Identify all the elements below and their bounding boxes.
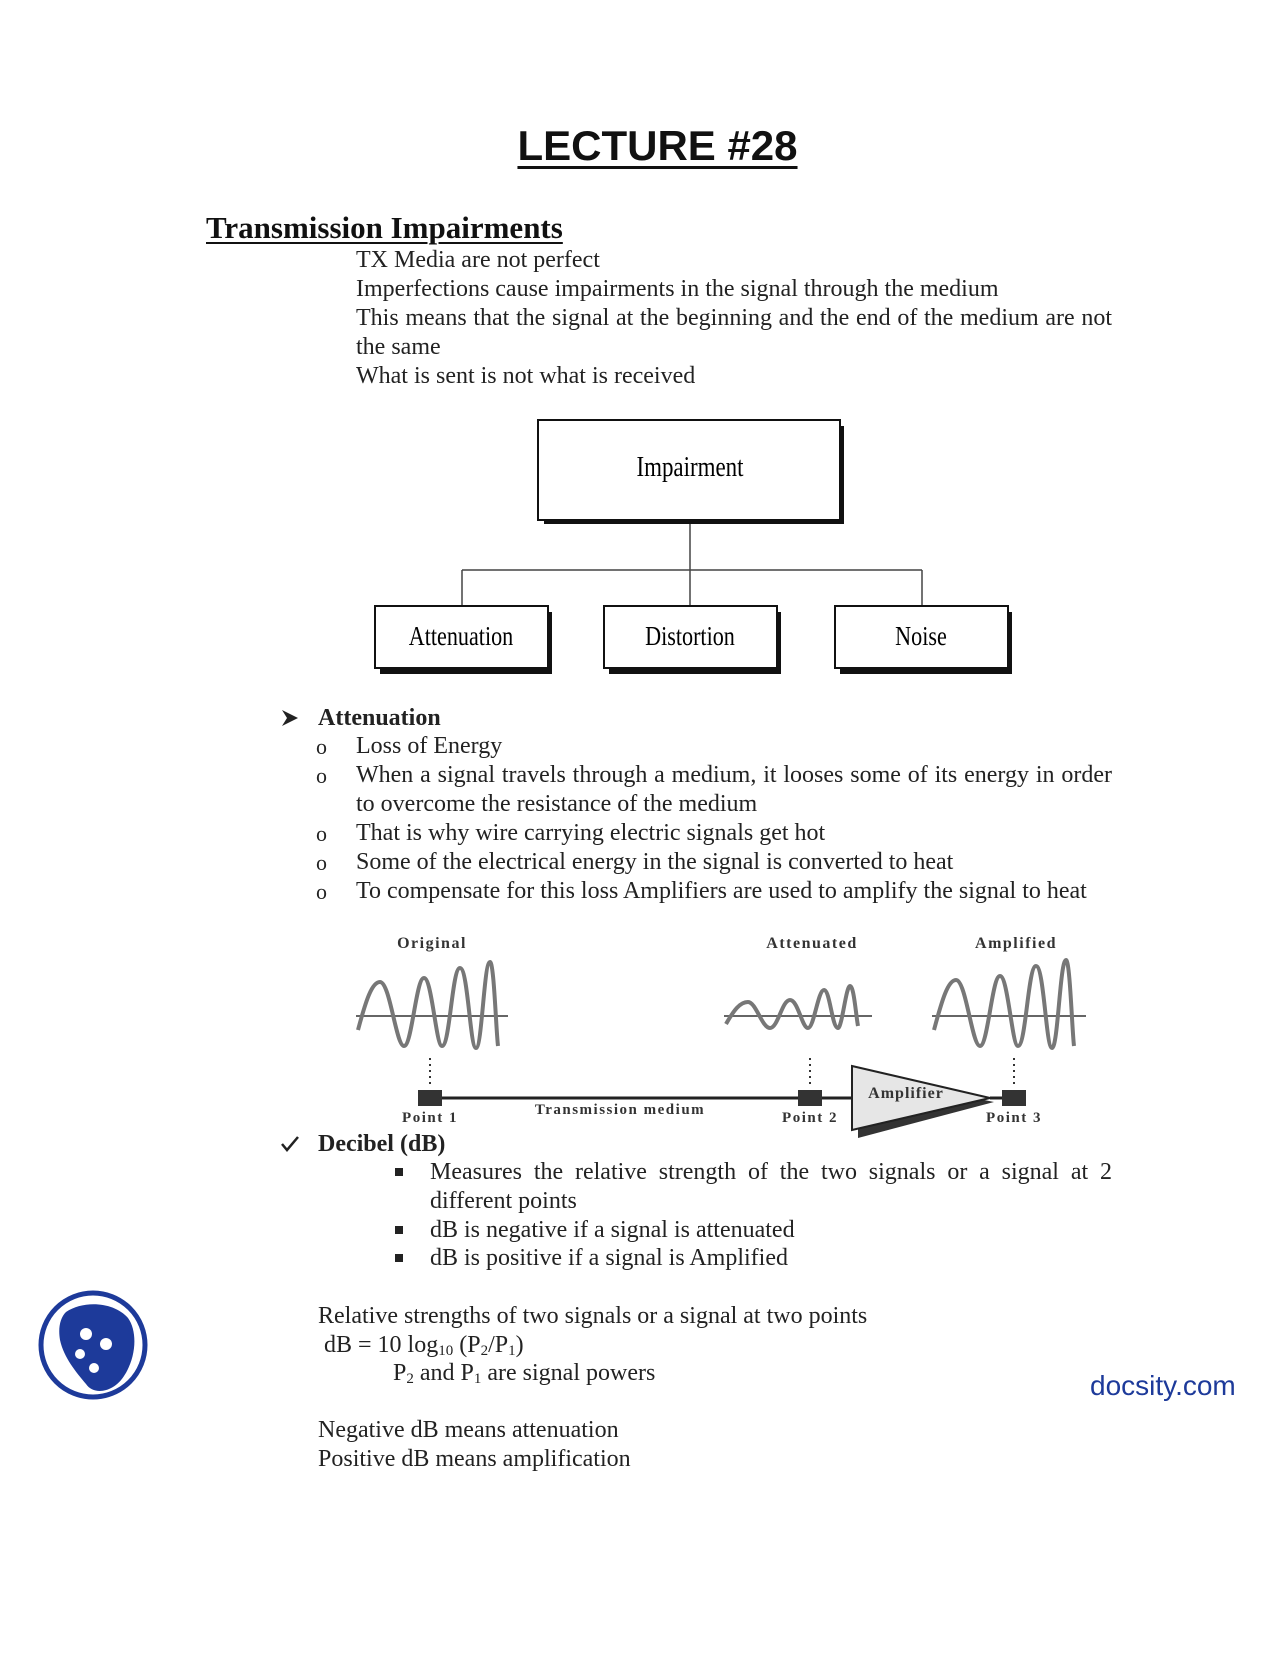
attenuation-item: That is why wire carrying electric signals get hot	[356, 820, 826, 846]
circle-bullet-icon: o	[316, 879, 327, 904]
tree-root-label: Impairment	[636, 450, 744, 483]
tree-child-label: Attenuation	[408, 622, 514, 652]
square-bullet-icon	[395, 1226, 403, 1234]
intro-line: Imperfections cause impairments in the signal through the medium	[356, 276, 999, 302]
circle-bullet-icon: o	[316, 734, 327, 759]
formula-subscript: 2	[406, 1371, 414, 1387]
signal-powers-note	[393, 1359, 655, 1388]
tree-child-label: Distortion	[645, 622, 735, 652]
formula-part: (P	[453, 1332, 481, 1358]
section-heading: Transmission Impairments	[206, 210, 563, 245]
intro-line: This means that the signal at the beginning and the end of the medium are not the same	[356, 305, 1112, 360]
formula-part: dB = 10 log	[324, 1332, 439, 1358]
decibel-formula	[324, 1331, 524, 1360]
formula-subscript: 10	[438, 1343, 454, 1359]
attenuation-item: Loss of Energy	[356, 733, 503, 759]
checkmark-bullet-icon	[280, 1134, 300, 1154]
formula-subscript: 1	[473, 1371, 482, 1387]
point-3-marker	[1002, 1090, 1026, 1106]
formula-part: P	[393, 1360, 407, 1386]
decibel-item: Measures the relative strength of the two signals or a signal at 2 different points	[430, 1159, 1112, 1214]
attenuation-item: To compensate for this loss Amplifiers are used to amplify the signal to heat	[356, 878, 1087, 904]
circle-bullet-icon: o	[316, 763, 327, 788]
formula-part: are signal powers	[481, 1360, 656, 1386]
formula-intro: Relative strengths of two signals or a signal at two points	[318, 1303, 868, 1329]
label-point-2: Point 2	[782, 1110, 838, 1126]
formula-subscript: 1	[508, 1343, 516, 1359]
formula-part: )	[515, 1332, 524, 1358]
intro-line: What is sent is not what is received	[356, 363, 696, 389]
original-wave	[356, 962, 508, 1048]
tree-child-label: Noise	[895, 622, 947, 652]
attenuation-item: Some of the electrical energy in the signal is converted to heat	[356, 849, 954, 875]
label-amplified: Amplified	[975, 935, 1057, 952]
docsity-logo-icon[interactable]	[36, 1288, 150, 1402]
label-amplifier: Amplifier	[868, 1085, 944, 1102]
square-bullet-icon	[395, 1168, 403, 1176]
point-1-marker	[418, 1090, 442, 1106]
attenuated-wave	[724, 986, 872, 1028]
formula-part: /P	[488, 1332, 509, 1358]
page-title: LECTURE #28	[517, 122, 798, 169]
docsity-link[interactable]: docsity.com	[1090, 1370, 1236, 1401]
attenuation-heading: Attenuation	[318, 705, 441, 731]
decibel-item: dB is negative if a signal is attenuated	[430, 1217, 795, 1243]
intro-line: TX Media are not perfect	[356, 247, 600, 273]
attenuation-item: When a signal travels through a medium, it looses some of its energy in order to overcome the resistance of the medium	[356, 762, 1112, 817]
conclusion-line: Negative dB means attenuation	[318, 1417, 619, 1443]
label-transmission-medium: Transmission medium	[534, 1102, 706, 1118]
circle-bullet-icon: o	[316, 821, 327, 846]
formula-subscript: 2	[480, 1343, 489, 1359]
label-attenuated: Attenuated	[766, 935, 858, 952]
formula-part: and P	[413, 1360, 474, 1386]
point-2-marker	[798, 1090, 822, 1106]
label-point-1: Point 1	[402, 1110, 458, 1126]
conclusion-line: Positive dB means amplification	[318, 1446, 631, 1472]
label-point-3: Point 3	[986, 1110, 1042, 1126]
square-bullet-icon	[395, 1254, 403, 1262]
circle-bullet-icon: o	[316, 850, 327, 875]
amplified-wave	[932, 960, 1086, 1048]
decibel-heading: Decibel (dB)	[318, 1131, 446, 1157]
decibel-item: dB is positive if a signal is Amplified	[430, 1245, 788, 1271]
label-original: Original	[397, 935, 467, 952]
